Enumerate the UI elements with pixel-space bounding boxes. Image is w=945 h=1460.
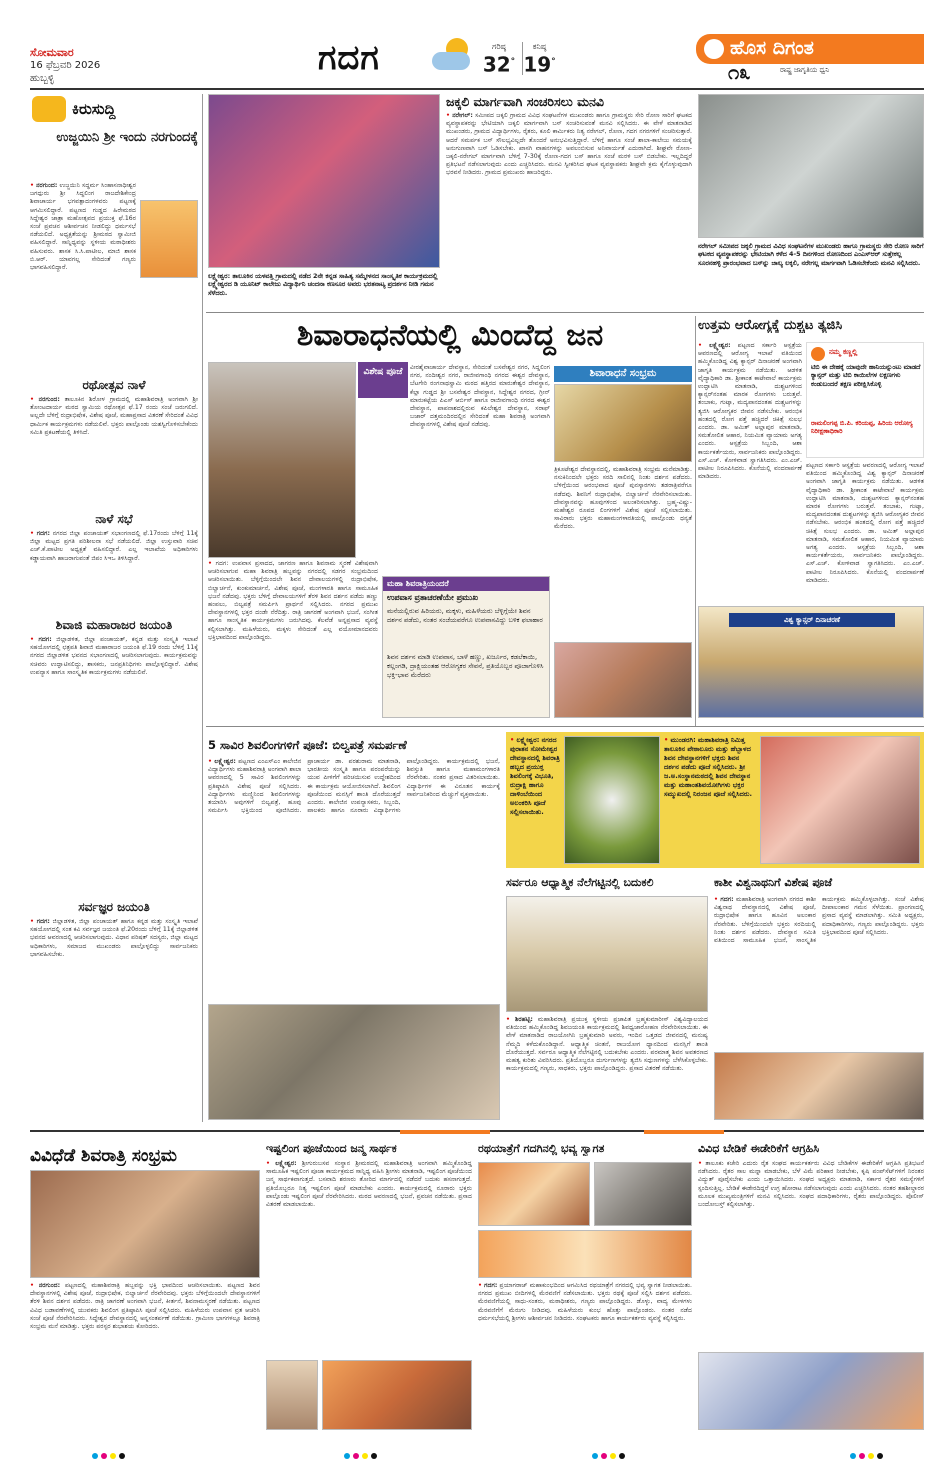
jakkali-body: • ನರೇಗಲ್: ಸಮೀಪದ ಜಕ್ಕಲಿ ಗ್ರಾಮದ ವಿವಿಧ ಸಂಘಟನೆಗಳ ಮುಖಂಡರು ಹಾಗೂ ಗ್ರಾಮಸ್ಥರು ಸೇರಿ ರೋಣ ಸಾರಿಗೆ ಘಟಕದ ವ್ಯವಸ್ಥಾಪಕರನ್ನು ಭೇಟಿಯಾಗಿ ಜಕ್ಕಲಿ ಮಾರ್ಗವಾಗಿ ಬಸ್ ಸಂಚರಿಸುವಂತೆ ಮನವಿ ಸಲ್ಲಿಸಿದರು. ಈ ವೇಳೆ ಮಾತನಾಡಿದ ಮುಖಂಡರು, ಗ್ರಾಮದ ವಿದ್ಯಾರ್ಥಿಗಳು, ರೈತರು, ಕೂಲಿ ಕಾರ್ಮಿಕರು ನಿತ್ಯ ನರೇಗಲ್, ರೋಣ, ಗದಗ ನಗರಗಳಿಗೆ ಸಂಚರಿಸುತ್ತಾರೆ. ಆದರೆ ಸಮರ್ಪಕ ಬಸ್ ಸೌಲಭ್ಯವಿಲ್ಲದೇ ತೊಂದರೆ ಅನುಭವಿಸುತ್ತಿದ್ದಾರೆ. ಬೆಳಿಗ್ಗೆ ಹಾಗೂ ಸಂಜೆ ಶಾಲಾ-ಕಾಲೇಜು ಸಮಯಕ್ಕೆ ಅನುಗುಣವಾಗಿ ಬಸ್ ಓಡಿಸಬೇಕು. ಖಾಸಗಿ ವಾಹನಗಳನ್ನು ಅವಲಂಬಿಸುವ ಅನಿವಾರ್ಯತೆ ಎದುರಾಗಿದೆ. ಶೀಘ್ರವೇ ರೋಣ-ಜಕ್ಕಲಿ-ನರೇಗಲ್ ಮಾರ್ಗವಾಗಿ ಬೆಳಿಗ್ಗೆ 7-30ಕ್ಕೆ ರೋಣ-ಗದಗ ಬಸ್ ಹಾಗೂ ಸಂಜೆ ಮರಳಿ ಬಸ್ ಬಿಡಬೇಕು. ಇಲ್ಲದಿದ್ದರೆ ಪ್ರತಿಭಟನೆ ನಡೆಸಲಾಗುವುದು ಎಂದು ಎಚ್ಚರಿಸಿದರು. ಮನವಿ ಸ್ವೀಕರಿಸಿದ ಘಟಕ ವ್ಯವಸ್ಥಾಪಕರು ಶೀಘ್ರವೇ ಕ್ರಮ ಕೈಗೊಳ್ಳುವುದಾಗಿ ಭರವಸೆ ನೀಡಿದರು. ಗ್ರಾಮದ ಪ್ರಮುಖರು ಹಾಜರಿದ್ದರು. bbox=[446, 112, 692, 177]
bottom-mid2-text: ಪ್ರಯಾಗರಾಜ್ ಮಹಾಕುಂಭದಿಂದ ಆಗಮಿಸಿದ ರಥಯಾತ್ರೆಗೆ ನಗರದಲ್ಲಿ ಭವ್ಯ ಸ್ವಾಗತ ನೀಡಲಾಯಿತು. ನಗರದ ಪ್ರಮುಖ ಬೀದಿಗಳಲ್ಲಿ ಮೆರವಣಿಗೆ ನಡೆಸಲಾಯಿತು. ಭಕ್ತರು ರಥಕ್ಕೆ ಪೂಜೆ ಸಲ್ಲಿಸಿ ದರ್ಶನ ಪಡೆದರು. ಮೆರವಣಿಗೆಯಲ್ಲಿ ಸಾಧು-ಸಂತರು, ಮಠಾಧೀಶರು, ಗಣ್ಯರು ಪಾಲ್ಗೊಂಡಿದ್ದರು. ಡೊಳ್ಳು, ವಾದ್ಯ ಮೇಳಗಳು ಮೆರವಣಿಗೆಗೆ ಮೆರುಗು ನೀಡಿದವು. ಮಹಿಳೆಯರು ಕುಂಭ ಹೊತ್ತು ಪಾಲ್ಗೊಂಡರು. ನಂತರ ನಡೆದ ಧರ್ಮಸಭೆಯಲ್ಲಿ ಶ್ರೀಗಳು ಆಶೀರ್ವಚನ ನೀಡಿದರು. ಸಂಘಟಕರು ಹಾಗೂ ಕಾರ್ಯಕರ್ತರು ವ್ಯವಸ್ಥೆ ಕಲ್ಪಿಸಿದ್ದರು. bbox=[478, 1282, 692, 1322]
spiritual-dateline: ಶಿರಹಟ್ಟಿ: bbox=[514, 1016, 533, 1023]
bottom-right-photo bbox=[698, 1352, 924, 1430]
dance-caption: ಲಕ್ಷ್ಮೇಶ್ವರ: ತಾಲೂಕಿನ ಯಳವತ್ತಿ ಗ್ರಾಮದಲ್ಲಿ ನಡೆದ 2ನೇ ಕನ್ನಡ ಸಾಹಿತ್ಯ ಸಮ್ಮೇಳನದ ಸಾಂಸ್ಕೃತಿಕ ಕಾರ್ಯಕ್ರಮದಲ್ಲಿ ಲಕ್ಷ್ಮೇಶ್ವರದ ಡಿ ಯೂನಿಟ್ ಕಾಲೇಜು ವಿದ್ಯಾರ್ಥಿನಿ ಚಂದನಾ ಕಣಸೂರ ಅವರು ಭರತನಾಟ್ಯ ಪ್ರದರ್ಶನ ನೀಡಿ ಗಮನ ಸೆಳೆದರು. bbox=[208, 272, 438, 297]
fasting-point-2: ಶಿವನ ದರ್ಶನ ಮಾಡಿ ಉಪವಾಸ, ಬಾಳೆ ಹಣ್ಣು, ಖರ್ಜೂರ, ಕಡಲೆಕಾಯಿ, ಕಲ್ಲಂಗಡಿ, ದ್ರಾಕ್ಷಿಯಂತಹ ಆರೋಗ್ಯಕರ ಸೇವನೆ, ಪ್ರತಿಯೊಬ್ಬರ ಪೂಜಾಗೊಳಿಸಿ ಭಕ್ತಿ-ಭಾವ ಮೆರೆದರು bbox=[387, 653, 544, 679]
spiritual-text: ಮಹಾಶಿವರಾತ್ರಿ ಪ್ರಯುಕ್ತ ಸ್ಥಳೀಯ ಪ್ರಜಾಪಿತ ಬ್ರಹ್ಮಕುಮಾರೀಸ್ ವಿಶ್ವವಿದ್ಯಾಲಯದ ವತಿಯಿಂದ ಹಮ್ಮಿಕೊಂಡಿದ್ದ ಶಿವಜಯಂತಿ ಕಾರ್ಯಕ್ರಮದಲ್ಲಿ ಶಿವಧ್ವಜಾರೋಹಣ ನೆರವೇರಿಸಲಾಯಿತು. ಈ ವೇಳೆ ಮಾತನಾಡಿದ ರಾಜಯೋಗಿನಿ ಬ್ರಹ್ಮಕುಮಾರಿ ಅವರು, ಇಂದಿನ ಒತ್ತಡದ ಜೀವನದಲ್ಲಿ ಮನುಷ್ಯ ನೆಮ್ಮದಿ ಕಳೆದುಕೊಂಡಿದ್ದಾನೆ. ಆಧ್ಯಾತ್ಮಿಕ ಚಿಂತನೆ, ರಾಜಯೋಗ ಧ್ಯಾನದಿಂದ ಮನಸ್ಸಿಗೆ ಶಾಂತಿ ದೊರೆಯುತ್ತದೆ. ಸರ್ವರೂ ಆಧ್ಯಾತ್ಮಿಕ ನೆಲೆಗಟ್ಟಿನಲ್ಲಿ ಬದುಕಬೇಕು ಎಂದರು. ಪರಮಾತ್ಮ ಶಿವನ ಅವತರಣದ ಮಹತ್ವ ಕುರಿತು ವಿವರಿಸಿದರು. ಪ್ರತಿಯೊಬ್ಬರೂ ದುರ್ಗುಣಗಳನ್ನು ತ್ಯಜಿಸಿ ಸದ್ಗುಣಗಳನ್ನು ಬೆಳೆಸಿಕೊಳ್ಳಬೇಕು. ಕಾರ್ಯಕ್ರಮದಲ್ಲಿ ಗಣ್ಯರು, ಸಾಧಕರು, ಭಕ್ತರು ಪಾಲ್ಗೊಂಡಿದ್ದರು. ಪ್ರಸಾದ ವಿತರಣೆ ನಡೆಯಿತು. bbox=[506, 1016, 708, 1073]
dateline-4: ಗದಗ: bbox=[38, 636, 52, 643]
festive-tag: ಶಿವಾರಾಧನೆ ಸಂಭ್ರಮ bbox=[554, 366, 692, 382]
health-photo bbox=[698, 606, 924, 718]
bottom-mid1-body: • ಲಕ್ಷ್ಮೇಶ್ವರ: ಶ್ರೀಗುರುಬಸವ ಸಂಸ್ಥಾನ ಶ್ರೀಮಠದಲ್ಲಿ ಮಹಾಶಿವರಾತ್ರಿ ಅಂಗವಾಗಿ ಹಮ್ಮಿಕೊಂಡಿದ್ದ ಸಾಮೂಹಿಕ ಇಷ್ಟಲಿಂಗ ಪೂಜಾ ಕಾರ್ಯಕ್ರಮದ ಸಾನ್ನಿಧ್ಯ ವಹಿಸಿ ಶ್ರೀಗಳು ಮಾತನಾಡಿ, ಇಷ್ಟಲಿಂಗ ಪೂಜೆಯಿಂದ ಜನ್ಮ ಸಾರ್ಥಕವಾಗುತ್ತದೆ. ಬಸವಾದಿ ಶರಣರು ತೋರಿದ ಮಾರ್ಗದಲ್ಲಿ ನಡೆದರೆ ಬದುಕು ಹಸನಾಗುತ್ತದೆ. ಪ್ರತಿಯೊಬ್ಬರೂ ನಿತ್ಯ ಇಷ್ಟಲಿಂಗ ಪೂಜೆ ಮಾಡಬೇಕು ಎಂದರು. ಕಾರ್ಯಕ್ರಮದಲ್ಲಿ ನೂರಾರು ಭಕ್ತರು ಪಾಲ್ಗೊಂಡು ಇಷ್ಟಲಿಂಗ ಪೂಜೆ ನೆರವೇರಿಸಿದರು. ಮಠದ ಆವರಣದಲ್ಲಿ ಭಜನೆ, ಪ್ರವಚನ ನಡೆಯಿತು. ಪ್ರಸಾದ ವಿತರಣೆ ಮಾಡಲಾಯಿತು. bbox=[266, 1160, 472, 1209]
kirusuddi-text-3: ನಗರದ ಜಿಲ್ಲಾ ಪಂಚಾಯತ್ ಸಭಾಂಗಣದಲ್ಲಿ ಫೆ.17ರಂದು ಬೆಳಿಗ್ಗೆ 11ಕ್ಕೆ ಜಿಲ್ಲಾ ಮಟ್ಟದ ಪ್ರಗತಿ ಪರಿಶೀಲನಾ ಸಭೆ ನಡೆಯಲಿದೆ. ಜಿಲ್ಲಾ ಉಸ್ತುವಾರಿ ಸಚಿವ ಎಚ್.ಕೆ.ಪಾಟೀಲ ಅಧ್ಯಕ್ಷತೆ ವಹಿಸಲಿದ್ದಾರೆ. ಎಲ್ಲ ಇಲಾಖೆಯ ಅಧಿಕಾರಿಗಳು ಕಡ್ಡಾಯವಾಗಿ ಹಾಜರಾಗುವಂತೆ ಜಿಪಂ ಸಿಇಒ ತಿಳಿಸಿದ್ದಾರೆ. bbox=[30, 530, 198, 562]
temple-right-caption: • ಮುಂಡರಗಿ: ಮಹಾಶಿವರಾತ್ರಿ ನಿಮಿತ್ತ ತಾಲೂಕಿನ ಪೇಠಾಲೂರು ಮತ್ತು ಹೆಬ್ಬಾಳದ ಶಿವನ ದೇವಸ್ಥಾನಗಳಿಗೆ ಭಕ್ತರು ಶಿವನ ದರ್ಶನ ಪಡೆದು ಪೂಜೆ ಸಲ್ಲಿಸಿದರು. ಶ್ರೀ ಜ.ಅ.ಸಂಸ್ಥಾನಮಠದಲ್ಲಿ ಶಿವನ ದೇವಸ್ಥಾನ ಮತ್ತು ಮಹಾಂತಶಿವಯೋಗಿಗಳು ಭಕ್ತರ ಸಮ್ಮುಖದಲ್ಲಿ ನಿರಂಜನ ಪೂಜೆ ಸಲ್ಲಿಸಿದರು. bbox=[664, 736, 753, 798]
students-photo bbox=[208, 1004, 500, 1120]
jakkali-dateline: ನರೇಗಲ್: bbox=[452, 112, 473, 119]
top-row-divider bbox=[206, 312, 924, 313]
bottom-mid2-photo-a bbox=[478, 1162, 590, 1226]
spiritual-photo bbox=[506, 896, 708, 1012]
kirusuddi-headline-3: ನಾಳೆ ಸಭೆ bbox=[95, 512, 133, 526]
date-block bbox=[30, 46, 180, 84]
health-dateline: ಲಕ್ಷ್ಮೇಶ್ವರ: bbox=[709, 342, 731, 349]
bottom-left-photo bbox=[30, 1170, 260, 1278]
accent-bar-2 bbox=[644, 1130, 724, 1134]
kirusuddi-body-4: • ಗದಗ: ಜಿಲ್ಲಾಡಳಿತ, ಜಿಲ್ಲಾ ಪಂಚಾಯತ್, ಕನ್ನಡ ಮತ್ತು ಸಂಸ್ಕೃತಿ ಇಲಾಖೆ ಸಹಯೋಗದಲ್ಲಿ ಛತ್ರಪತಿ ಶಿವಾಜಿ ಮಹಾರಾಜರ ಜಯಂತಿ ಫೆ.19 ರಂದು ಬೆಳಿಗ್ಗೆ 11ಕ್ಕೆ ನಗರದ ಜಿಲ್ಲಾಡಳಿತ ಭವನದ ಸಭಾಂಗಣದಲ್ಲಿ ಆಚರಿಸಲಾಗುವುದು. ಕಾರ್ಯಕ್ರಮವನ್ನು ಸಚಿವರು ಉದ್ಘಾಟಿಸಲಿದ್ದು, ಶಾಸಕರು, ಜನಪ್ರತಿನಿಧಿಗಳು ಪಾಲ್ಗೊಳ್ಳಲಿದ್ದಾರೆ. ವಿಶೇಷ ಉಪನ್ಯಾಸ ಹಾಗೂ ಸಾಂಸ್ಕೃತಿಕ ಕಾರ್ಯಕ್ರಮಗಳು ನಡೆಯಲಿವೆ. bbox=[30, 636, 198, 676]
bottom-mid2-photo-c bbox=[478, 1230, 692, 1278]
jakkali-caption: ನರೇಗಲ್ ಸಮೀಪದ ಜಕ್ಕಲಿ ಗ್ರಾಮದ ವಿವಿಧ ಸಂಘಟನೆಗಳ ಮುಖಂಡರು ಹಾಗೂ ಗ್ರಾಮಸ್ಥರು ಸೇರಿ ರೋಣ ಸಾರಿಗೆ ಘಟಕದ ವ್ಯವಸ್ಥಾಪಕರನ್ನು ಭೇಟಿಯಾಗಿ ಕಳೆದ 4-5 ದಿನಗಳಿಂದ ರೋಣದಿಂದ ಎಂಎಸ್ಆರ್ ಸುತ್ತೇಕಲ್ಲ ಸೂರನಹಳ್ಳಿ ಪ್ರಾರಂಭವಾದ ಬಸ್‌ನ್ನು ಜಾಲ್ಯ ಲಕ್ಕಲಿ, ನರೇಗಲ್ಲ ಮಾರ್ಗವಾಗಿ ಓಡಿಸಬೇಕೆಂದು ಮನವಿ ಸಲ್ಲಿಸಿದರು. bbox=[698, 242, 924, 267]
temp-min-label: ಕನಿಷ್ಠ bbox=[532, 42, 547, 51]
registration-dots-right bbox=[850, 1444, 910, 1452]
hand-icon bbox=[32, 96, 66, 122]
date-label: 16 ಫೆಬ್ರವರಿ 2026 bbox=[30, 60, 101, 71]
right-column-rule bbox=[695, 316, 696, 726]
bottom-left-headline: ವಿವಿಧೆಡೆ ಶಿವರಾತ್ರಿ ಸಂಭ್ರಮ bbox=[30, 1146, 177, 1166]
paper-tagline: ರಾಷ್ಟ್ರ ಜಾಗೃತಿಯ ಧ್ವನಿ bbox=[780, 66, 830, 74]
kashi-text: ಮಹಾಶಿವರಾತ್ರಿ ಅಂಗವಾಗಿ ನಗರದ ಕಾಶೀ ವಿಶ್ವನಾಥ ದೇವಸ್ಥಾನದಲ್ಲಿ ವಿಶೇಷ ಪೂಜೆ, ರುದ್ರಾಭಿಷೇಕ ಹಾಗೂ ಹೂವಿನ ಅಲಂಕಾರ ನೆರವೇರಿತು. ಬೆಳಿಗ್ಗೆಯಿಂದಲೇ ಭಕ್ತರು ಸರದಿಯಲ್ಲಿ ನಿಂತು ದರ್ಶನ ಪಡೆದರು. ದೇವಸ್ಥಾನ ಸಮಿತಿ ವತಿಯಿಂದ ಸಾಮೂಹಿಕ ಭಜನೆ, ಸಾಂಸ್ಕೃತಿಕ ಕಾರ್ಯಕ್ರಮ ಹಮ್ಮಿಕೊಳ್ಳಲಾಗಿತ್ತು. ಸಂಜೆ ವಿಶೇಷ ದೀಪಾಲಂಕಾರ ಗಮನ ಸೆಳೆಯಿತು. ಪ್ರಾಂಗಣದಲ್ಲಿ ಪ್ರಸಾದ ವ್ಯವಸ್ಥೆ ಮಾಡಲಾಗಿತ್ತು. ಸಮಿತಿ ಅಧ್ಯಕ್ಷರು, ಪದಾಧಿಕಾರಿಗಳು, ಗಣ್ಯರು ಪಾಲ್ಗೊಂಡಿದ್ದರು. ಭಕ್ತರು ಭಕ್ತಿಭಾವದಿಂದ ಪೂಜೆ ಸಲ್ಲಿಸಿದರು. bbox=[714, 896, 924, 945]
bottom-mid2-photo-b bbox=[594, 1162, 692, 1226]
temple-left-dateline: ಲಕ್ಷ್ಮೇಶ್ವರ: bbox=[516, 736, 540, 744]
bottom-mid1-headline: ಇಷ್ಟಲಿಂಗ ಪೂಜೆಯಿಂದ ಜನ್ಮ ಸಾರ್ಥಕ bbox=[266, 1142, 397, 1155]
temp-max-value: 32 bbox=[482, 52, 511, 77]
shivalinga-text: ಪಟ್ಟಣದ ಎಂಎಸ್‌ಎಂ ಕಾಲೇಜಿನ ವಿದ್ಯಾರ್ಥಿಗಳು ಮಹಾಶಿವರಾತ್ರಿ ಅಂಗವಾಗಿ ಶಾಲಾ ಆವರಣದಲ್ಲಿ 5 ಸಾವಿರ ಶಿವಲಿಂಗಗಳನ್ನು ಪ್ರತಿಷ್ಠಾಪಿಸಿ ವಿಶೇಷ ಪೂಜೆ ಸಲ್ಲಿಸಿದರು. ವಿದ್ಯಾರ್ಥಿಗಳು ಮಣ್ಣಿನಿಂದ ಶಿವಲಿಂಗಗಳನ್ನು ತಯಾರಿಸಿ ಅವುಗಳಿಗೆ ಬಿಲ್ವಪತ್ರೆ, ಹೂವು ಸಮರ್ಪಿಸಿ ಭಕ್ತಿಯಿಂದ ಪೂಜಿಸಿದರು. ಪ್ರಾಚಾರ್ಯ ಡಾ. ಪರಶುರಾಮ ಮಾತನಾಡಿ, ಭಾರತೀಯ ಸಂಸ್ಕೃತಿ ಹಾಗೂ ಪರಂಪರೆಯನ್ನು ಯುವ ಪೀಳಿಗೆಗೆ ಪರಿಚಯಿಸುವ ಉದ್ದೇಶದಿಂದ ಈ ಕಾರ್ಯಕ್ರಮ ಆಯೋಜಿಸಲಾಗಿದೆ. ಶಿವಲಿಂಗ ಪೂಜೆಯಿಂದ ಮನಸ್ಸಿಗೆ ಶಾಂತಿ ದೊರೆಯುತ್ತದೆ ಎಂದರು. ಕಾಲೇಜಿನ ಉಪನ್ಯಾಸಕರು, ಸಿಬ್ಬಂದಿ, ಪಾಲಕರು ಹಾಗೂ ನೂರಾರು ವಿದ್ಯಾರ್ಥಿಗಳು ಪಾಲ್ಗೊಂಡಿದ್ದರು. ಕಾರ್ಯಕ್ರಮದಲ್ಲಿ ಭಜನೆ, ಶಿವಸ್ತುತಿ ಹಾಗೂ ಮಹಾಮಂಗಳಾರತಿ ನೆರವೇರಿತು. ನಂತರ ಪ್ರಸಾದ ವಿತರಿಸಲಾಯಿತು. ವಿದ್ಯಾರ್ಥಿಗಳ ಈ ವಿನೂತನ ಕಾರ್ಯಕ್ಕೆ ಸಾರ್ವಜನಿಕರಿಂದ ಮೆಚ್ಚುಗೆ ವ್ಯಕ್ತವಾಯಿತು. bbox=[208, 758, 500, 815]
fasting-point-1: ಮನೆಯಲ್ಲಿರುವ ಹಿರಿಯರು, ಮಕ್ಕಳು, ಮಹಿಳೆಯರು ಬೆಳ್ಳಿಗ್ಗೆಯೇ ಶಿವನ ದರ್ಶನ ಪಡೆದು, ನಂತರ ಸಂಜೆಯವರೆಗೂ ಉಪವಾಸವಿದ್ದು ಬಳಿಕ ಫಲಾಹಾರ bbox=[387, 607, 543, 624]
page-number: ೧೩ bbox=[728, 60, 751, 84]
jakkali-photo bbox=[698, 94, 924, 238]
bottom-mid2-dateline: ಗದಗ: bbox=[484, 1282, 498, 1289]
registration-dots-mid bbox=[344, 1444, 404, 1452]
masthead-divider bbox=[30, 88, 924, 90]
kirusuddi-text-1: ಉಜ್ಜಯಿನಿ ಸದ್ಧರ್ಮ ಸಿಂಹಾಸನಾಧೀಶ್ವರ ಜಗದ್ಗುರು ಶ್ರೀ ಸಿದ್ಧಲಿಂಗ ರಾಜದೇಶಿಕೇಂದ್ರ ಶಿವಾಚಾರ್ಯ ಭಗವತ್ಪಾದಂಗಳವರು ಪಟ್ಟಣಕ್ಕೆ ಆಗಮಿಸಲಿದ್ದಾರೆ. ಪಟ್ಟಣದ ಗುಡ್ಡದ ಹಿರೇಮಠದ ಸಿದ್ದೇಶ್ವರ ಜಾತ್ರಾ ಮಹೋತ್ಸವದ ಪ್ರಯುಕ್ತ ಫೆ.16ರ ಸಂಜೆ ಪ್ರವಚನ ಆಶೀರ್ವಚನ ನೀಡಲಿದ್ದು ಧರ್ಮಸಭೆ ನಡೆಯಲಿದೆ. ಅಧ್ಯಕ್ಷತೆಯನ್ನು ಶ್ರೀಮಠದ ಸ್ವಾಮೀಜಿ ವಹಿಸಲಿದ್ದಾರೆ. ಸಾನ್ನಿಧ್ಯವನ್ನು ಸ್ಥಳೀಯ ಮಠಾಧೀಶರು ವಹಿಸುವರು. ಶಾಸಕ ಸಿ.ಸಿ.ಪಾಟೀಲ, ಮಾಜಿ ಶಾಸಕ ಬಿ.ಆರ್. ಯಾವಗಲ್ಲ ಸೇರಿದಂತೆ ಗಣ್ಯರು ಭಾಗವಹಿಸಲಿದ್ದಾರೆ. bbox=[30, 182, 136, 272]
shivalinga-headline: 5 ಸಾವಿರ ಶಿವಲಿಂಗಗಳಿಗೆ ಪೂಜೆ: ಬಿಲ್ವಪತ್ರೆ ಸಮರ್ಪಣೆ bbox=[208, 738, 407, 752]
health-box bbox=[806, 342, 924, 458]
kirusuddi-column bbox=[30, 94, 198, 1120]
accent-bar-1 bbox=[400, 1130, 490, 1134]
kashi-headline: ಕಾಶೀ ವಿಶ್ವನಾಥನಿಗೆ ವಿಶೇಷ ಪೂಜೆ bbox=[714, 876, 833, 889]
kashi-dateline: ಗದಗ: bbox=[720, 896, 734, 903]
health-box-title: ನಮ್ಮ ಕಣ್ಣಲ್ಲಿ bbox=[829, 348, 858, 356]
left-column-rule bbox=[202, 94, 203, 1122]
shivalinga-dateline: ಲಕ್ಷ್ಮೇಶ್ವರ: bbox=[214, 758, 236, 765]
kirusuddi-text-5: ಜಿಲ್ಲಾಡಳಿತ, ಜಿಲ್ಲಾ ಪಂಚಾಯತ್ ಹಾಗೂ ಕನ್ನಡ ಮತ್ತು ಸಂಸ್ಕೃತಿ ಇಲಾಖೆ ಸಹಯೋಗದಲ್ಲಿ ಸಂತ ಕವಿ ಸರ್ವಜ್ಞರ ಜಯಂತಿ ಫೆ.20ರಂದು ಬೆಳಿಗ್ಗೆ 11ಕ್ಕೆ ಜಿಲ್ಲಾಡಳಿತ ಭವನದ ಆವರಣದಲ್ಲಿ ಆಚರಿಸಲಾಗುವುದು. ವಿಧಾನ ಪರಿಷತ್ ಸದಸ್ಯರು, ಜಿಲ್ಲಾ ಮಟ್ಟದ ಅಧಿಕಾರಿಗಳು, ಸಮಾಜದ ಮುಖಂಡರು ಪಾಲ್ಗೊಳ್ಳಲಿದ್ದು ಸಾರ್ವಜನಿಕರು ಭಾಗವಹಿಸಬೇಕು. bbox=[30, 918, 198, 958]
health-box-quote: ರಾಮಲಿಂಗಪ್ಪ ಬಿ.ಪಿ. ಕರಿಯಪ್ಪ, ಹಿರಿಯ ಆರೋಗ್ಯ ನಿರೀಕ್ಷಣಾಧಿಕಾರಿ bbox=[811, 419, 913, 436]
kirusuddi-headline-5: ಸರ್ವಜ್ಞರ ಜಯಂತಿ bbox=[78, 900, 150, 914]
kashi-photo bbox=[714, 1052, 924, 1120]
temp-min-value: 19 bbox=[523, 52, 552, 77]
shivaradhane-intro: ವೀರಶೈವಾಚಾರ್ಯ ದೇವಸ್ಥಾನ, ಸೇರಿದಂತೆ ಬಸವೇಶ್ವರ ನಗರ, ಸಿದ್ದಲಿಂಗ ನಗರ, ನಂದೀಶ್ವರ ನಗರ, ರಾಜೀವಗಾಂಧಿ ನಗರದ ಈಶ್ವರ ದೇವಸ್ಥಾನ, ಬೆಟಗೇರಿ ರಂಗನಾಥಸ್ವಾಮಿ ಮಠದ ಹತ್ತಿರದ ಮಾರುತೇಶ್ವರ ದೇವಸ್ಥಾನ, ಕೆಲ್ಲಾ ಗುಡ್ಡದ ಶ್ರೀ ಬಸವೇಶ್ವರ ದೇವಸ್ಥಾನ, ಸಿದ್ದೇಶ್ವರ ನಗರದ, ಗ್ರೀನ್ ಮಾರುಕಟ್ಟೆಯ ಪಿಎಸ್ ಆರ್ಬಿಸ್ ಹಾಗೂ ರಾಜೀವಗಾಂಧಿ ನಗರದ ಈಶ್ವರ ದೇವಸ್ಥಾನ, ಪಾಪನಾಶದಲ್ಲಿರುವ ಕಪಿಲೇಶ್ವರ ದೇವಸ್ಥಾನ, ಸರಾಫ್ ಬಜಾರ್ ದತ್ತಮಂದಿರದಲ್ಲಿನ ಸೇರಿದಂತೆ ಮಹಾ ಶಿವರಾತ್ರಿ ಅಂಗವಾಗಿ ದೇವಸ್ಥಾನಗಳಲ್ಲಿ ವಿಶೇಷ ಪೂಜೆ ನಡೆದವು. bbox=[410, 364, 550, 429]
kirusuddi-text-4: ಜಿಲ್ಲಾಡಳಿತ, ಜಿಲ್ಲಾ ಪಂಚಾಯತ್, ಕನ್ನಡ ಮತ್ತು ಸಂಸ್ಕೃತಿ ಇಲಾಖೆ ಸಹಯೋಗದಲ್ಲಿ ಛತ್ರಪತಿ ಶಿವಾಜಿ ಮಹಾರಾಜರ ಜಯಂತಿ ಫೆ.19 ರಂದು ಬೆಳಿಗ್ಗೆ 11ಕ್ಕೆ ನಗರದ ಜಿಲ್ಲಾಡಳಿತ ಭವನದ ಸಭಾಂಗಣದಲ್ಲಿ ಆಚರಿಸಲಾಗುವುದು. ಕಾರ್ಯಕ್ರಮವನ್ನು ಸಚಿವರು ಉದ್ಘಾಟಿಸಲಿದ್ದು, ಶಾಸಕರು, ಜನಪ್ರತಿನಿಧಿಗಳು ಪಾಲ್ಗೊಳ್ಳಲಿದ್ದಾರೆ. ವಿಶೇಷ ಉಪನ್ಯಾಸ ಹಾಗೂ ಸಾಂಸ್ಕೃತಿಕ ಕಾರ್ಯಕ್ರಮಗಳು ನಡೆಯಲಿವೆ. bbox=[30, 636, 198, 676]
shivalinga-body: • ಲಕ್ಷ್ಮೇಶ್ವರ: ಪಟ್ಟಣದ ಎಂಎಸ್‌ಎಂ ಕಾಲೇಜಿನ ವಿದ್ಯಾರ್ಥಿಗಳು ಮಹಾಶಿವರಾತ್ರಿ ಅಂಗವಾಗಿ ಶಾಲಾ ಆವರಣದಲ್ಲಿ 5 ಸಾವಿರ ಶಿವಲಿಂಗಗಳನ್ನು ಪ್ರತಿಷ್ಠಾಪಿಸಿ ವಿಶೇಷ ಪೂಜೆ ಸಲ್ಲಿಸಿದರು. ವಿದ್ಯಾರ್ಥಿಗಳು ಮಣ್ಣಿನಿಂದ ಶಿವಲಿಂಗಗಳನ್ನು ತಯಾರಿಸಿ ಅವುಗಳಿಗೆ ಬಿಲ್ವಪತ್ರೆ, ಹೂವು ಸಮರ್ಪಿಸಿ ಭಕ್ತಿಯಿಂದ ಪೂಜಿಸಿದರು. ಪ್ರಾಚಾರ್ಯ ಡಾ. ಪರಶುರಾಮ ಮಾತನಾಡಿ, ಭಾರತೀಯ ಸಂಸ್ಕೃತಿ ಹಾಗೂ ಪರಂಪರೆಯನ್ನು ಯುವ ಪೀಳಿಗೆಗೆ ಪರಿಚಯಿಸುವ ಉದ್ದೇಶದಿಂದ ಈ ಕಾರ್ಯಕ್ರಮ ಆಯೋಜಿಸಲಾಗಿದೆ. ಶಿವಲಿಂಗ ಪೂಜೆಯಿಂದ ಮನಸ್ಸಿಗೆ ಶಾಂತಿ ದೊರೆಯುತ್ತದೆ ಎಂದರು. ಕಾಲೇಜಿನ ಉಪನ್ಯಾಸಕರು, ಸಿಬ್ಬಂದಿ, ಪಾಲಕರು ಹಾಗೂ ನೂರಾರು ವಿದ್ಯಾರ್ಥಿಗಳು ಪಾಲ್ಗೊಂಡಿದ್ದರು. ಕಾರ್ಯಕ್ರಮದಲ್ಲಿ ಭಜನೆ, ಶಿವಸ್ತುತಿ ಹಾಗೂ ಮಹಾಮಂಗಳಾರತಿ ನೆರವೇರಿತು. ನಂತರ ಪ್ರಸಾದ ವಿತರಿಸಲಾಯಿತು. ವಿದ್ಯಾರ್ಥಿಗಳ ಈ ವಿನೂತನ ಕಾರ್ಯಕ್ಕೆ ಸಾರ್ವಜನಿಕರಿಂದ ಮೆಚ್ಚುಗೆ ವ್ಯಕ್ತವಾಯಿತು. bbox=[208, 758, 500, 815]
bottom-mid1-text: ಶ್ರೀಗುರುಬಸವ ಸಂಸ್ಥಾನ ಶ್ರೀಮಠದಲ್ಲಿ ಮಹಾಶಿವರಾತ್ರಿ ಅಂಗವಾಗಿ ಹಮ್ಮಿಕೊಂಡಿದ್ದ ಸಾಮೂಹಿಕ ಇಷ್ಟಲಿಂಗ ಪೂಜಾ ಕಾರ್ಯಕ್ರಮದ ಸಾನ್ನಿಧ್ಯ ವಹಿಸಿ ಶ್ರೀಗಳು ಮಾತನಾಡಿ, ಇಷ್ಟಲಿಂಗ ಪೂಜೆಯಿಂದ ಜನ್ಮ ಸಾರ್ಥಕವಾಗುತ್ತದೆ. ಬಸವಾದಿ ಶರಣರು ತೋರಿದ ಮಾರ್ಗದಲ್ಲಿ ನಡೆದರೆ ಬದುಕು ಹಸನಾಗುತ್ತದೆ. ಪ್ರತಿಯೊಬ್ಬರೂ ನಿತ್ಯ ಇಷ್ಟಲಿಂಗ ಪೂಜೆ ಮಾಡಬೇಕು ಎಂದರು. ಕಾರ್ಯಕ್ರಮದಲ್ಲಿ ನೂರಾರು ಭಕ್ತರು ಪಾಲ್ಗೊಂಡು ಇಷ್ಟಲಿಂಗ ಪೂಜೆ ನೆರವೇರಿಸಿದರು. ಮಠದ ಆವರಣದಲ್ಲಿ ಭಜನೆ, ಪ್ರವಚನ ನಡೆಯಿತು. ಪ್ರಸಾದ ವಿತರಣೆ ಮಾಡಲಾಯಿತು. bbox=[266, 1160, 472, 1209]
bottom-mid1-photo-a bbox=[266, 1360, 318, 1430]
dateline-5: ಗದಗ: bbox=[36, 918, 50, 925]
weather-icon bbox=[428, 36, 478, 76]
city-label: ಹುಬ್ಬಳ್ಳಿ bbox=[30, 73, 55, 84]
kirusuddi-body-3: • ಗದಗ: ನಗರದ ಜಿಲ್ಲಾ ಪಂಚಾಯತ್ ಸಭಾಂಗಣದಲ್ಲಿ ಫೆ.17ರಂದು ಬೆಳಿಗ್ಗೆ 11ಕ್ಕೆ ಜಿಲ್ಲಾ ಮಟ್ಟದ ಪ್ರಗತಿ ಪರಿಶೀಲನಾ ಸಭೆ ನಡೆಯಲಿದೆ. ಜಿಲ್ಲಾ ಉಸ್ತುವಾರಿ ಸಚಿವ ಎಚ್.ಕೆ.ಪಾಟೀಲ ಅಧ್ಯಕ್ಷತೆ ವಹಿಸಲಿದ್ದಾರೆ. ಎಲ್ಲ ಇಲಾಖೆಯ ಅಧಿಕಾರಿಗಳು ಕಡ್ಡಾಯವಾಗಿ ಹಾಜರಾಗುವಂತೆ ಜಿಪಂ ಸಿಇಒ ತಿಳಿಸಿದ್ದಾರೆ. bbox=[30, 530, 198, 562]
degree-sign: ° bbox=[510, 57, 516, 67]
dance-photo bbox=[208, 94, 440, 268]
registration-dots-left bbox=[92, 1444, 152, 1452]
temple-right-dateline: ಮುಂಡರಗಿ: bbox=[670, 736, 696, 744]
dateline-3: ಗದಗ: bbox=[36, 530, 50, 537]
jakkali-headline: ಜಕ್ಕಲಿ ಮಾರ್ಗವಾಗಿ ಸಂಚರಿಸಲು ಮನವಿ bbox=[446, 94, 604, 109]
kashi-body: • ಗದಗ: ಮಹಾಶಿವರಾತ್ರಿ ಅಂಗವಾಗಿ ನಗರದ ಕಾಶೀ ವಿಶ್ವನಾಥ ದೇವಸ್ಥಾನದಲ್ಲಿ ವಿಶೇಷ ಪೂಜೆ, ರುದ್ರಾಭಿಷೇಕ ಹಾಗೂ ಹೂವಿನ ಅಲಂಕಾರ ನೆರವೇರಿತು. ಬೆಳಿಗ್ಗೆಯಿಂದಲೇ ಭಕ್ತರು ಸರದಿಯಲ್ಲಿ ನಿಂತು ದರ್ಶನ ಪಡೆದರು. ದೇವಸ್ಥಾನ ಸಮಿತಿ ವತಿಯಿಂದ ಸಾಮೂಹಿಕ ಭಜನೆ, ಸಾಂಸ್ಕೃತಿಕ ಕಾರ್ಯಕ್ರಮ ಹಮ್ಮಿಕೊಳ್ಳಲಾಗಿತ್ತು. ಸಂಜೆ ವಿಶೇಷ ದೀಪಾಲಂಕಾರ ಗಮನ ಸೆಳೆಯಿತು. ಪ್ರಾಂಗಣದಲ್ಲಿ ಪ್ರಸಾದ ವ್ಯವಸ್ಥೆ ಮಾಡಲಾಗಿತ್ತು. ಸಮಿತಿ ಅಧ್ಯಕ್ಷರು, ಪದಾಧಿಕಾರಿಗಳು, ಗಣ್ಯರು ಪಾಲ್ಗೊಂಡಿದ್ದರು. ಭಕ್ತರು ಭಕ್ತಿಭಾವದಿಂದ ಪೂಜೆ ಸಲ್ಲಿಸಿದರು. bbox=[714, 896, 924, 945]
kirusuddi-body-2: • ನರಗುಂದ: ತಾಲೂಕಿನ ಶಿರೋಳ ಗ್ರಾಮದಲ್ಲಿ ಮಹಾಶಿವರಾತ್ರಿ ಅಂಗವಾಗಿ ಶ್ರೀ ತೋಂಟದಾರ್ಯ ಮಠದ ಸ್ವಾಮಿಯ ರಥೋತ್ಸವ ಫೆ.17 ರಂದು ಸಂಜೆ ಜರುಗಲಿದೆ. ಅಲ್ಲದೇ ಬೆಳಿಗ್ಗೆ ರುದ್ರಾಭಿಷೇಕ, ವಿಶೇಷ ಪೂಜೆ, ಮಹಾಪ್ರಸಾದ ವಿತರಣೆ ಸೇರಿದಂತೆ ವಿವಿಧ ಧಾರ್ಮಿಕ ಕಾರ್ಯಕ್ರಮಗಳು ನಡೆಯಲಿವೆ. ಭಕ್ತರು ಪಾಲ್ಗೊಂಡು ಯಶಸ್ವಿಗೊಳಿಸಬೇಕೆಂದು ಸಮಿತಿ ಪ್ರಕಟಣೆಯಲ್ಲಿ ತಿಳಿಸಿದೆ. bbox=[30, 396, 198, 436]
bottom-mid2-headline: ರಥಯಾತ್ರೆಗೆ ಗದಗಿನಲ್ಲಿ ಭವ್ಯ ಸ್ವಾಗತ bbox=[478, 1142, 605, 1155]
kirusuddi-header bbox=[30, 94, 198, 124]
fasting-box bbox=[382, 576, 550, 718]
special-tag bbox=[358, 362, 408, 398]
shivaradhane-text: ಗದಗ: ಉಪವಾಸ ಪ್ರಸಾದದ, ಜಾಗರಣ ಹಾಗೂ ಶಿವನಾಮ ಸ್ಮರಣೆ ವಿಶೇಷವಾಗಿ ಆಚರಿಸಲಾಗುವ ಮಹಾ ಶಿವರಾತ್ರಿ ಹಬ್ಬವನ್ನು ನಗರದಲ್ಲಿ ಸಡಗರ ಸಂಭ್ರಮದಿಂದ ಆಚರಿಸಲಾಯಿತು. ಬೆಳ್ಳಿಗ್ಗೆಯಿಂದಲೇ ಶಿವನ ದೇವಾಲಯಗಳಲ್ಲಿ ರುದ್ರಾಭಿಷೇಕ, ಬಿಲ್ವಾರ್ಚನೆ, ಕುಂಕುಮಾರ್ಚನೆ, ವಿಶೇಷ ಪೂಜೆ, ಮಂಗಳಾರತಿ ಹಾಗೂ ಸಾಮೂಹಿಕ ಭಜನೆ ನಡೆದವು. ಭಕ್ತರು ಬೆಳಿಗ್ಗೆ ದೇವಾಲಯಗಳಿಗೆ ತೆರಳಿ ಶಿವನ ದರ್ಶನ ಪಡೆದು ಹಣ್ಣು ಹಂಪಲು, ಬಿಲ್ವಪತ್ರೆ ಸಮರ್ಪಿಸಿ ಪ್ರಾರ್ಥನೆ ಸಲ್ಲಿಸಿದರು. ನಗರದ ಪ್ರಮುಖ ದೇವಸ್ಥಾನಗಳಲ್ಲಿ ಭಕ್ತರ ದಂಡೇ ನೆರೆದಿತ್ತು. ರಾತ್ರಿ ಜಾಗರಣೆ ಅಂಗವಾಗಿ ಭಜನೆ, ಸಂಗೀತ ಹಾಗೂ ಸಾಂಸ್ಕೃತಿಕ ಕಾರ್ಯಕ್ರಮಗಳು ಜರುಗಿದವು. ಕೆಲವೆಡೆ ಅನ್ನಪ್ರಸಾದ ವ್ಯವಸ್ಥೆ ಕಲ್ಪಿಸಲಾಗಿತ್ತು. ಮಹಿಳೆಯರು, ಮಕ್ಕಳು ಸೇರಿದಂತೆ ಎಲ್ಲ ವಯೋಮಾನದವರು ಭಕ್ತಿಭಾವದಿಂದ ಪಾಲ್ಗೊಂಡಿದ್ದರು. bbox=[208, 560, 378, 641]
day-label: ಸೋಮವಾರ bbox=[30, 46, 74, 59]
temple-left-photo bbox=[564, 736, 660, 864]
jakkali-text: ಸಮೀಪದ ಜಕ್ಕಲಿ ಗ್ರಾಮದ ವಿವಿಧ ಸಂಘಟನೆಗಳ ಮುಖಂಡರು ಹಾಗೂ ಗ್ರಾಮಸ್ಥರು ಸೇರಿ ರೋಣ ಸಾರಿಗೆ ಘಟಕದ ವ್ಯವಸ್ಥಾಪಕರನ್ನು ಭೇಟಿಯಾಗಿ ಜಕ್ಕಲಿ ಮಾರ್ಗವಾಗಿ ಬಸ್ ಸಂಚರಿಸುವಂತೆ ಮನವಿ ಸಲ್ಲಿಸಿದರು. ಈ ವೇಳೆ ಮಾತನಾಡಿದ ಮುಖಂಡರು, ಗ್ರಾಮದ ವಿದ್ಯಾರ್ಥಿಗಳು, ರೈತರು, ಕೂಲಿ ಕಾರ್ಮಿಕರು ನಿತ್ಯ ನರೇಗಲ್, ರೋಣ, ಗದಗ ನಗರಗಳಿಗೆ ಸಂಚರಿಸುತ್ತಾರೆ. ಆದರೆ ಸಮರ್ಪಕ ಬಸ್ ಸೌಲಭ್ಯವಿಲ್ಲದೇ ತೊಂದರೆ ಅನುಭವಿಸುತ್ತಿದ್ದಾರೆ. ಬೆಳಿಗ್ಗೆ ಹಾಗೂ ಸಂಜೆ ಶಾಲಾ-ಕಾಲೇಜು ಸಮಯಕ್ಕೆ ಅನುಗುಣವಾಗಿ ಬಸ್ ಓಡಿಸಬೇಕು. ಖಾಸಗಿ ವಾಹನಗಳನ್ನು ಅವಲಂಬಿಸುವ ಅನಿವಾರ್ಯತೆ ಎದುರಾಗಿದೆ. ಶೀಘ್ರವೇ ರೋಣ-ಜಕ್ಕಲಿ-ನರೇಗಲ್ ಮಾರ್ಗವಾಗಿ ಬೆಳಿಗ್ಗೆ 7-30ಕ್ಕೆ ರೋಣ-ಗದಗ ಬಸ್ ಹಾಗೂ ಸಂಜೆ ಮರಳಿ ಬಸ್ ಬಿಡಬೇಕು. ಇಲ್ಲದಿದ್ದರೆ ಪ್ರತಿಭಟನೆ ನಡೆಸಲಾಗುವುದು ಎಂದು ಎಚ್ಚರಿಸಿದರು. ಮನವಿ ಸ್ವೀಕರಿಸಿದ ಘಟಕ ವ್ಯವಸ್ಥಾಪಕರು ಶೀಘ್ರವೇ ಕ್ರಮ ಕೈಗೊಳ್ಳುವುದಾಗಿ ಭರವಸೆ ನೀಡಿದರು. ಗ್ರಾಮದ ಪ್ರಮುಖರು ಹಾಜರಿದ್ದರು. bbox=[446, 112, 692, 177]
health-headline: ಉತ್ತಮ ಆರೋಗ್ಯಕ್ಕೆ ದುಶ್ಚಟ ತ್ಯಜಿಸಿ bbox=[698, 318, 843, 333]
mid-row-divider bbox=[206, 726, 924, 727]
swamiji-photo bbox=[140, 200, 198, 278]
bottom-right-headline: ವಿವಿಧ ಬೇಡಿಕೆ ಈಡೇರಿಕೆಗೆ ಆಗ್ರಹಿಸಿ bbox=[698, 1142, 820, 1155]
temp-min bbox=[522, 42, 556, 75]
masthead bbox=[0, 0, 945, 88]
temp-max bbox=[482, 42, 516, 75]
spiritual-headline: ಸರ್ವರೂ ಆಧ್ಯಾತ್ಮಿಕ ನೆಲೆಗಟ್ಟಿನಲ್ಲಿ ಬದುಕಲಿ bbox=[506, 876, 654, 889]
health-box-text: ಟಿಬಿ ಈ ದೇಹಕ್ಕೆ ಯಾವುದೇ ಹಾನಿಯನ್ನುಂಟು ಮಾಡದೆ ಕ್ಯಾನ್ಸರ್ ಮತ್ತು ಟಿಬಿ ಕಾಯಿಲೆಗಳ ಲಕ್ಷಣಗಳು ಕಂಡುಬಂದರೆ ತಕ್ಷಣ ಪರೀಕ್ಷಿಸಿಕೊಳ್ಳಿ bbox=[811, 363, 921, 388]
bottom-right-text: ತಾಲೂಕು ಕಚೇರಿ ಎದುರು ರೈತ ಸಂಘದ ಕಾರ್ಯಕರ್ತರು ವಿವಿಧ ಬೇಡಿಕೆಗಳ ಈಡೇರಿಕೆಗೆ ಆಗ್ರಹಿಸಿ ಪ್ರತಿಭಟನೆ ನಡೆಸಿದರು. ರೈತರ ಸಾಲ ಮನ್ನಾ ಮಾಡಬೇಕು, ಬೆಳೆ ವಿಮೆ ಪರಿಹಾರ ನೀಡಬೇಕು, ಕೃಷಿ ಪಂಪ್‌ಸೆಟ್‌ಗಳಿಗೆ ನಿರಂತರ ವಿದ್ಯುತ್ ಪೂರೈಸಬೇಕು ಎಂದು ಒತ್ತಾಯಿಸಿದರು. ಸಂಘದ ಅಧ್ಯಕ್ಷರು ಮಾತನಾಡಿ, ಸರ್ಕಾರ ರೈತರ ಸಮಸ್ಯೆಗಳಿಗೆ ಸ್ಪಂದಿಸುತ್ತಿಲ್ಲ. ಬೇಡಿಕೆ ಈಡೇರದಿದ್ದರೆ ಉಗ್ರ ಹೋರಾಟ ನಡೆಸಲಾಗುವುದು ಎಂದು ಎಚ್ಚರಿಸಿದರು. ನಂತರ ತಹಶೀಲ್ದಾರರ ಮೂಲಕ ಮುಖ್ಯಮಂತ್ರಿಗಳಿಗೆ ಮನವಿ ಸಲ್ಲಿಸಿದರು. ಸಂಘದ ಪದಾಧಿಕಾರಿಗಳು, ರೈತರು ಪಾಲ್ಗೊಂಡಿದ್ದರು. ಪೊಲೀಸ್ ಬಂದೋಬಸ್ತ್ ಕಲ್ಪಿಸಲಾಗಿತ್ತು. bbox=[698, 1160, 924, 1209]
health-body-cont: ಪಟ್ಟಣದ ಸರ್ಕಾರಿ ಆಸ್ಪತ್ರೆಯ ಆವರಣದಲ್ಲಿ ಆರೋಗ್ಯ ಇಲಾಖೆ ವತಿಯಿಂದ ಹಮ್ಮಿಕೊಂಡಿದ್ದ ವಿಶ್ವ ಕ್ಯಾನ್ಸರ್ ದಿನಾಚರಣೆ ಅಂಗವಾಗಿ ಜಾಗೃತಿ ಕಾರ್ಯಕ್ರಮ ನಡೆಯಿತು. ಆಡಳಿತ ವೈದ್ಯಾಧಿಕಾರಿ ಡಾ. ಶ್ರೀಕಾಂತ ಕಾಟೇವಾಲೆ ಕಾರ್ಯಕ್ರಮ ಉದ್ಘಾಟಿಸಿ ಮಾತನಾಡಿ, ದುಶ್ಚಟಗಳಿಂದ ಕ್ಯಾನ್ಸರ್‌ನಂತಹ ಮಾರಕ ರೋಗಗಳು ಬರುತ್ತವೆ. ತಂಬಾಕು, ಗುಟ್ಕಾ, ಮದ್ಯಪಾನದಂತಹ ದುಶ್ಚಟಗಳನ್ನು ತ್ಯಜಿಸಿ ಆರೋಗ್ಯಕರ ಜೀವನ ನಡೆಸಬೇಕು. ಆರಂಭಿಕ ಹಂತದಲ್ಲಿ ರೋಗ ಪತ್ತೆ ಹಚ್ಚಿದರೆ ಚಿಕಿತ್ಸೆ ಸುಲಭ ಎಂದರು. ಡಾ. ಅಮಿತ್ ಅಲ್ಲಾಪುರ ಮಾತನಾಡಿ, ಸಮತೋಲಿತ ಆಹಾರ, ನಿಯಮಿತ ವ್ಯಾಯಾಮ ಅಗತ್ಯ ಎಂದರು. ಆಸ್ಪತ್ರೆಯ ಸಿಬ್ಬಂದಿ, ಆಶಾ ಕಾರ್ಯಕರ್ತೆಯರು, ಸಾರ್ವಜನಿಕರು ಪಾಲ್ಗೊಂಡಿದ್ದರು. ಎಸ್.ಎಚ್. ಕೋಳಿವಾಡ ಸ್ವಾಗತಿಸಿದರು. ಎಂ.ಎಚ್. ಪಾಟೀಲ ನಿರೂಪಿಸಿದರು. ಕೊನೆಯಲ್ಲಿ ವಂದನಾರ್ಪಣೆ ಮಾಡಿದರು. bbox=[806, 462, 924, 584]
ribbon-icon bbox=[811, 347, 825, 361]
crowd-photo bbox=[554, 642, 692, 718]
lamp-icon bbox=[704, 39, 724, 59]
spiritual-body: • ಶಿರಹಟ್ಟಿ: ಮಹಾಶಿವರಾತ್ರಿ ಪ್ರಯುಕ್ತ ಸ್ಥಳೀಯ ಪ್ರಜಾಪಿತ ಬ್ರಹ್ಮಕುಮಾರೀಸ್ ವಿಶ್ವವಿದ್ಯಾಲಯದ ವತಿಯಿಂದ ಹಮ್ಮಿಕೊಂಡಿದ್ದ ಶಿವಜಯಂತಿ ಕಾರ್ಯಕ್ರಮದಲ್ಲಿ ಶಿವಧ್ವಜಾರೋಹಣ ನೆರವೇರಿಸಲಾಯಿತು. ಈ ವೇಳೆ ಮಾತನಾಡಿದ ರಾಜಯೋಗಿನಿ ಬ್ರಹ್ಮಕುಮಾರಿ ಅವರು, ಇಂದಿನ ಒತ್ತಡದ ಜೀವನದಲ್ಲಿ ಮನುಷ್ಯ ನೆಮ್ಮದಿ ಕಳೆದುಕೊಂಡಿದ್ದಾನೆ. ಆಧ್ಯಾತ್ಮಿಕ ಚಿಂತನೆ, ರಾಜಯೋಗ ಧ್ಯಾನದಿಂದ ಮನಸ್ಸಿಗೆ ಶಾಂತಿ ದೊರೆಯುತ್ತದೆ. ಸರ್ವರೂ ಆಧ್ಯಾತ್ಮಿಕ ನೆಲೆಗಟ್ಟಿನಲ್ಲಿ ಬದುಕಬೇಕು ಎಂದರು. ಪರಮಾತ್ಮ ಶಿವನ ಅವತರಣದ ಮಹತ್ವ ಕುರಿತು ವಿವರಿಸಿದರು. ಪ್ರತಿಯೊಬ್ಬರೂ ದುರ್ಗುಣಗಳನ್ನು ತ್ಯಜಿಸಿ ಸದ್ಗುಣಗಳನ್ನು ಬೆಳೆಸಿಕೊಳ್ಳಬೇಕು. ಕಾರ್ಯಕ್ರಮದಲ್ಲಿ ಗಣ್ಯರು, ಸಾಧಕರು, ಭಕ್ತರು ಪಾಲ್ಗೊಂಡಿದ್ದರು. ಪ್ರಸಾದ ವಿತರಣೆ ನಡೆಯಿತು. bbox=[506, 1016, 708, 1073]
bottom-right-body: • ತಾಲೂಕು ಕಚೇರಿ ಎದುರು ರೈತ ಸಂಘದ ಕಾರ್ಯಕರ್ತರು ವಿವಿಧ ಬೇಡಿಕೆಗಳ ಈಡೇರಿಕೆಗೆ ಆಗ್ರಹಿಸಿ ಪ್ರತಿಭಟನೆ ನಡೆಸಿದರು. ರೈತರ ಸಾಲ ಮನ್ನಾ ಮಾಡಬೇಕು, ಬೆಳೆ ವಿಮೆ ಪರಿಹಾರ ನೀಡಬೇಕು, ಕೃಷಿ ಪಂಪ್‌ಸೆಟ್‌ಗಳಿಗೆ ನಿರಂತರ ವಿದ್ಯುತ್ ಪೂರೈಸಬೇಕು ಎಂದು ಒತ್ತಾಯಿಸಿದರು. ಸಂಘದ ಅಧ್ಯಕ್ಷರು ಮಾತನಾಡಿ, ಸರ್ಕಾರ ರೈತರ ಸಮಸ್ಯೆಗಳಿಗೆ ಸ್ಪಂದಿಸುತ್ತಿಲ್ಲ. ಬೇಡಿಕೆ ಈಡೇರದಿದ್ದರೆ ಉಗ್ರ ಹೋರಾಟ ನಡೆಸಲಾಗುವುದು ಎಂದು ಎಚ್ಚರಿಸಿದರು. ನಂತರ ತಹಶೀಲ್ದಾರರ ಮೂಲಕ ಮುಖ್ಯಮಂತ್ರಿಗಳಿಗೆ ಮನವಿ ಸಲ್ಲಿಸಿದರು. ಸಂಘದ ಪದಾಧಿಕಾರಿಗಳು, ರೈತರು ಪಾಲ್ಗೊಂಡಿದ್ದರು. ಪೊಲೀಸ್ ಬಂದೋಬಸ್ತ್ ಕಲ್ಪಿಸಲಾಗಿತ್ತು. bbox=[698, 1160, 924, 1209]
degree-sign-2: ° bbox=[551, 57, 556, 67]
health-banner: ವಿಶ್ವ ಕ್ಯಾನ್ಸರ್ ದಿನಾಚರಣೆ bbox=[729, 613, 895, 627]
kirusuddi-body-5: • ಗದಗ: ಜಿಲ್ಲಾಡಳಿತ, ಜಿಲ್ಲಾ ಪಂಚಾಯತ್ ಹಾಗೂ ಕನ್ನಡ ಮತ್ತು ಸಂಸ್ಕೃತಿ ಇಲಾಖೆ ಸಹಯೋಗದಲ್ಲಿ ಸಂತ ಕವಿ ಸರ್ವಜ್ಞರ ಜಯಂತಿ ಫೆ.20ರಂದು ಬೆಳಿಗ್ಗೆ 11ಕ್ಕೆ ಜಿಲ್ಲಾಡಳಿತ ಭವನದ ಆವರಣದಲ್ಲಿ ಆಚರಿಸಲಾಗುವುದು. ವಿಧಾನ ಪರಿಷತ್ ಸದಸ್ಯರು, ಜಿಲ್ಲಾ ಮಟ್ಟದ ಅಧಿಕಾರಿಗಳು, ಸಮಾಜದ ಮುಖಂಡರು ಪಾಲ್ಗೊಳ್ಳಲಿದ್ದು ಸಾರ್ವಜನಿಕರು ಭಾಗವಹಿಸಬೇಕು. bbox=[30, 918, 198, 958]
dateline-2: ನರಗುಂದ: bbox=[38, 396, 60, 403]
kirusuddi-text-2: ತಾಲೂಕಿನ ಶಿರೋಳ ಗ್ರಾಮದಲ್ಲಿ ಮಹಾಶಿವರಾತ್ರಿ ಅಂಗವಾಗಿ ಶ್ರೀ ತೋಂಟದಾರ್ಯ ಮಠದ ಸ್ವಾಮಿಯ ರಥೋತ್ಸವ ಫೆ.17 ರಂದು ಸಂಜೆ ಜರುಗಲಿದೆ. ಅಲ್ಲದೇ ಬೆಳಿಗ್ಗೆ ರುದ್ರಾಭಿಷೇಕ, ವಿಶೇಷ ಪೂಜೆ, ಮಹಾಪ್ರಸಾದ ವಿತರಣೆ ಸೇರಿದಂತೆ ವಿವಿಧ ಧಾರ್ಮಿಕ ಕಾರ್ಯಕ್ರಮಗಳು ನಡೆಯಲಿವೆ. ಭಕ್ತರು ಪಾಲ್ಗೊಂಡು ಯಶಸ್ವಿಗೊಳಿಸಬೇಕೆಂದು ಸಮಿತಿ ಪ್ರಕಟಣೆಯಲ್ಲಿ ತಿಳಿಸಿದೆ. bbox=[30, 396, 198, 436]
festive-body: ತ್ರಿಕೂಟೇಶ್ವರ ದೇವಸ್ಥಾನದಲ್ಲಿ, ಮಹಾಶಿವರಾತ್ರಿ ಸಂಭ್ರಮ ಮನೆಮಾಡಿತ್ತು. ನಸುಕಿನಿಂದಲೇ ಭಕ್ತರು ಸರದಿ ಸಾಲಿನಲ್ಲಿ ನಿಂತು ದರ್ಶನ ಪಡೆದರು. ಬೆಳಿಗ್ಗೆಯಿಂದ ಆರಂಭವಾದ ಪೂಜೆ ಪುನಸ್ಕಾರಗಳು ತಡರಾತ್ರಿವರೆಗೂ ನಡೆದವು. ಶಿವನಿಗೆ ರುದ್ರಾಭಿಷೇಕ, ಬಿಲ್ವಾರ್ಚನೆ ನೆರವೇರಿಸಲಾಯಿತು. ದೇವಸ್ಥಾನವನ್ನು ಹೂವುಗಳಿಂದ ಅಲಂಕರಿಸಲಾಗಿತ್ತು. ಬ್ರಹ್ಮ-ವಿಷ್ಣು-ಮಹೇಶ್ವರ ರೂಪದ ಲಿಂಗಗಳಿಗೆ ವಿಶೇಷ ಪೂಜೆ ಸಲ್ಲಿಸಲಾಯಿತು. ಸಾವಿರಾರು ಭಕ್ತರು ಮಹಾಮಂಗಳಾರತಿಯಲ್ಲಿ ಪಾಲ್ಗೊಂಡು ಧನ್ಯತೆ ಮೆರೆದರು. bbox=[554, 466, 692, 531]
fasting-box-sub: ಉಪವಾಸ ವ್ರತಾಚರಣೆಯೇ ಪ್ರಮುಖ bbox=[387, 593, 479, 602]
bottom-mid2-body: • ಗದಗ: ಪ್ರಯಾಗರಾಜ್ ಮಹಾಕುಂಭದಿಂದ ಆಗಮಿಸಿದ ರಥಯಾತ್ರೆಗೆ ನಗರದಲ್ಲಿ ಭವ್ಯ ಸ್ವಾಗತ ನೀಡಲಾಯಿತು. ನಗರದ ಪ್ರಮುಖ ಬೀದಿಗಳಲ್ಲಿ ಮೆರವಣಿಗೆ ನಡೆಸಲಾಯಿತು. ಭಕ್ತರು ರಥಕ್ಕೆ ಪೂಜೆ ಸಲ್ಲಿಸಿ ದರ್ಶನ ಪಡೆದರು. ಮೆರವಣಿಗೆಯಲ್ಲಿ ಸಾಧು-ಸಂತರು, ಮಠಾಧೀಶರು, ಗಣ್ಯರು ಪಾಲ್ಗೊಂಡಿದ್ದರು. ಡೊಳ್ಳು, ವಾದ್ಯ ಮೇಳಗಳು ಮೆರವಣಿಗೆಗೆ ಮೆರುಗು ನೀಡಿದವು. ಮಹಿಳೆಯರು ಕುಂಭ ಹೊತ್ತು ಪಾಲ್ಗೊಂಡರು. ನಂತರ ನಡೆದ ಧರ್ಮಸಭೆಯಲ್ಲಿ ಶ್ರೀಗಳು ಆಶೀರ್ವಚನ ನೀಡಿದರು. ಸಂಘಟಕರು ಹಾಗೂ ಕಾರ್ಯಕರ್ತರು ವ್ಯವಸ್ಥೆ ಕಲ್ಪಿಸಿದ್ದರು. bbox=[478, 1282, 692, 1322]
health-body: • ಲಕ್ಷ್ಮೇಶ್ವರ: ಪಟ್ಟಣದ ಸರ್ಕಾರಿ ಆಸ್ಪತ್ರೆಯ ಆವರಣದಲ್ಲಿ ಆರೋಗ್ಯ ಇಲಾಖೆ ವತಿಯಿಂದ ಹಮ್ಮಿಕೊಂಡಿದ್ದ ವಿಶ್ವ ಕ್ಯಾನ್ಸರ್ ದಿನಾಚರಣೆ ಅಂಗವಾಗಿ ಜಾಗೃತಿ ಕಾರ್ಯಕ್ರಮ ನಡೆಯಿತು. ಆಡಳಿತ ವೈದ್ಯಾಧಿಕಾರಿ ಡಾ. ಶ್ರೀಕಾಂತ ಕಾಟೇವಾಲೆ ಕಾರ್ಯಕ್ರಮ ಉದ್ಘಾಟಿಸಿ ಮಾತನಾಡಿ, ದುಶ್ಚಟಗಳಿಂದ ಕ್ಯಾನ್ಸರ್‌ನಂತಹ ಮಾರಕ ರೋಗಗಳು ಬರುತ್ತವೆ. ತಂಬಾಕು, ಗುಟ್ಕಾ, ಮದ್ಯಪಾನದಂತಹ ದುಶ್ಚಟಗಳನ್ನು ತ್ಯಜಿಸಿ ಆರೋಗ್ಯಕರ ಜೀವನ ನಡೆಸಬೇಕು. ಆರಂಭಿಕ ಹಂತದಲ್ಲಿ ರೋಗ ಪತ್ತೆ ಹಚ್ಚಿದರೆ ಚಿಕಿತ್ಸೆ ಸುಲಭ ಎಂದರು. ಡಾ. ಅಮಿತ್ ಅಲ್ಲಾಪುರ ಮಾತನಾಡಿ, ಸಮತೋಲಿತ ಆಹಾರ, ನಿಯಮಿತ ವ್ಯಾಯಾಮ ಅಗತ್ಯ ಎಂದರು. ಆಸ್ಪತ್ರೆಯ ಸಿಬ್ಬಂದಿ, ಆಶಾ ಕಾರ್ಯಕರ್ತೆಯರು, ಸಾರ್ವಜನಿಕರು ಪಾಲ್ಗೊಂಡಿದ್ದರು. ಎಸ್.ಎಚ್. ಕೋಳಿವಾಡ ಸ್ವಾಗತಿಸಿದರು. ಎಂ.ಎಚ್. ಪಾಟೀಲ ನಿರೂಪಿಸಿದರು. ಕೊನೆಯಲ್ಲಿ ವಂದನಾರ್ಪಣೆ ಮಾಡಿದರು. bbox=[698, 342, 802, 481]
festive-photo bbox=[554, 384, 692, 462]
kirusuddi-body-1: • ನರಗುಂದ: ಉಜ್ಜಯಿನಿ ಸದ್ಧರ್ಮ ಸಿಂಹಾಸನಾಧೀಶ್ವರ ಜಗದ್ಗುರು ಶ್ರೀ ಸಿದ್ಧಲಿಂಗ ರಾಜದೇಶಿಕೇಂದ್ರ ಶಿವಾಚಾರ್ಯ ಭಗವತ್ಪಾದಂಗಳವರು ಪಟ್ಟಣಕ್ಕೆ ಆಗಮಿಸಲಿದ್ದಾರೆ. ಪಟ್ಟಣದ ಗುಡ್ಡದ ಹಿರೇಮಠದ ಸಿದ್ದೇಶ್ವರ ಜಾತ್ರಾ ಮಹೋತ್ಸವದ ಪ್ರಯುಕ್ತ ಫೆ.16ರ ಸಂಜೆ ಪ್ರವಚನ ಆಶೀರ್ವಚನ ನೀಡಲಿದ್ದು ಧರ್ಮಸಭೆ ನಡೆಯಲಿದೆ. ಅಧ್ಯಕ್ಷತೆಯನ್ನು ಶ್ರೀಮಠದ ಸ್ವಾಮೀಜಿ ವಹಿಸಲಿದ್ದಾರೆ. ಸಾನ್ನಿಧ್ಯವನ್ನು ಸ್ಥಳೀಯ ಮಠಾಧೀಶರು ವಹಿಸುವರು. ಶಾಸಕ ಸಿ.ಸಿ.ಪಾಟೀಲ, ಮಾಜಿ ಶಾಸಕ ಬಿ.ಆರ್. ಯಾವಗಲ್ಲ ಸೇರಿದಂತೆ ಗಣ್ಯರು ಭಾಗವಹಿಸಲಿದ್ದಾರೆ. bbox=[30, 182, 136, 272]
bottom-mid1-dateline: ಲಕ್ಷ್ಮೇಶ್ವರ: bbox=[275, 1160, 297, 1167]
bottom-left-body: • ನರಗುಂದ: ಪಟ್ಟಣದಲ್ಲಿ ಮಹಾಶಿವರಾತ್ರಿ ಹಬ್ಬವನ್ನು ಭಕ್ತಿ ಭಾವದಿಂದ ಆಚರಿಸಲಾಯಿತು. ಪಟ್ಟಣದ ಶಿವನ ದೇವಸ್ಥಾನಗಳಲ್ಲಿ ವಿಶೇಷ ಪೂಜೆ, ರುದ್ರಾಭಿಷೇಕ, ಬಿಲ್ವಾರ್ಚನೆ ನೆರವೇರಿದವು. ಭಕ್ತರು ಬೆಳಿಗ್ಗೆಯಿಂದಲೇ ದೇವಸ್ಥಾನಗಳಿಗೆ ತೆರಳಿ ಶಿವನ ದರ್ಶನ ಪಡೆದರು. ರಾತ್ರಿ ಜಾಗರಣೆ ಅಂಗವಾಗಿ ಭಜನೆ, ಕೀರ್ತನೆ, ಶಿವನಾಮಸ್ಮರಣೆ ನಡೆಯಿತು. ಪಟ್ಟಣದ ವಿವಿಧ ಬಡಾವಣೆಗಳಲ್ಲಿ ಯುವಕರು ಶಿವಲಿಂಗ ಪ್ರತಿಷ್ಠಾಪಿಸಿ ಪೂಜೆ ಸಲ್ಲಿಸಿದರು. ಮಹಿಳೆಯರು ಉಪವಾಸ ವ್ರತ ಆಚರಿಸಿ ಸಂಜೆ ಪೂಜೆ ನೆರವೇರಿಸಿದರು. ಸಿದ್ಧೇಶ್ವರ ದೇವಸ್ಥಾನದಲ್ಲಿ ಅನ್ನಸಂತರ್ಪಣೆ ನಡೆಯಿತು. ಗ್ರಾಮೀಣ ಭಾಗಗಳಲ್ಲೂ ಶಿವರಾತ್ರಿ ಸಂಭ್ರಮ ಮನೆ ಮಾಡಿತ್ತು. ಭಕ್ತರು ಪರಸ್ಪರ ಶುಭಾಶಯ ಕೋರಿದರು. bbox=[30, 1282, 260, 1331]
health-text: ಪಟ್ಟಣದ ಸರ್ಕಾರಿ ಆಸ್ಪತ್ರೆಯ ಆವರಣದಲ್ಲಿ ಆರೋಗ್ಯ ಇಲಾಖೆ ವತಿಯಿಂದ ಹಮ್ಮಿಕೊಂಡಿದ್ದ ವಿಶ್ವ ಕ್ಯಾನ್ಸರ್ ದಿನಾಚರಣೆ ಅಂಗವಾಗಿ ಜಾಗೃತಿ ಕಾರ್ಯಕ್ರಮ ನಡೆಯಿತು. ಆಡಳಿತ ವೈದ್ಯಾಧಿಕಾರಿ ಡಾ. ಶ್ರೀಕಾಂತ ಕಾಟೇವಾಲೆ ಕಾರ್ಯಕ್ರಮ ಉದ್ಘಾಟಿಸಿ ಮಾತನಾಡಿ, ದುಶ್ಚಟಗಳಿಂದ ಕ್ಯಾನ್ಸರ್‌ನಂತಹ ಮಾರಕ ರೋಗಗಳು ಬರುತ್ತವೆ. ತಂಬಾಕು, ಗುಟ್ಕಾ, ಮದ್ಯಪಾನದಂತಹ ದುಶ್ಚಟಗಳನ್ನು ತ್ಯಜಿಸಿ ಆರೋಗ್ಯಕರ ಜೀವನ ನಡೆಸಬೇಕು. ಆರಂಭಿಕ ಹಂತದಲ್ಲಿ ರೋಗ ಪತ್ತೆ ಹಚ್ಚಿದರೆ ಚಿಕಿತ್ಸೆ ಸುಲಭ ಎಂದರು. ಡಾ. ಅಮಿತ್ ಅಲ್ಲಾಪುರ ಮಾತನಾಡಿ, ಸಮತೋಲಿತ ಆಹಾರ, ನಿಯಮಿತ ವ್ಯಾಯಾಮ ಅಗತ್ಯ ಎಂದರು. ಆಸ್ಪತ್ರೆಯ ಸಿಬ್ಬಂದಿ, ಆಶಾ ಕಾರ್ಯಕರ್ತೆಯರು, ಸಾರ್ವಜನಿಕರು ಪಾಲ್ಗೊಂಡಿದ್ದರು. ಎಸ್.ಎಚ್. ಕೋಳಿವಾಡ ಸ್ವಾಗತಿಸಿದರು. ಎಂ.ಎಚ್. ಪಾಟೀಲ ನಿರೂಪಿಸಿದರು. ಕೊನೆಯಲ್ಲಿ ವಂದನಾರ್ಪಣೆ ಮಾಡಿದರು. bbox=[698, 342, 802, 481]
shivaradhane-headline: ಶಿವಾರಾಧನೆಯಲ್ಲಿ ಮಿಂದೆದ್ದ ಜನ bbox=[296, 318, 604, 353]
paper-name: ಹೊಸ ದಿಗಂತ bbox=[730, 37, 814, 59]
special-tag-label: ವಿಶೇಷ ಪೂಜೆ bbox=[363, 367, 403, 377]
kirusuddi-headline-4: ಶಿವಾಜಿ ಮಹಾರಾಜರ ಜಯಂತಿ bbox=[55, 618, 173, 632]
temple-right-photo bbox=[760, 736, 920, 864]
bottom-left-dateline: ನರಗುಂದ: bbox=[38, 1282, 61, 1289]
section-title: ಗದಗ bbox=[318, 38, 380, 78]
fasting-box-title: ಮಹಾ ಶಿವರಾತ್ರಿಯಂದರೆ bbox=[383, 577, 549, 591]
shivaradhane-body: • ಗದಗ: ಉಪವಾಸ ಪ್ರಸಾದದ, ಜಾಗರಣ ಹಾಗೂ ಶಿವನಾಮ ಸ್ಮರಣೆ ವಿಶೇಷವಾಗಿ ಆಚರಿಸಲಾಗುವ ಮಹಾ ಶಿವರಾತ್ರಿ ಹಬ್ಬವನ್ನು ನಗರದಲ್ಲಿ ಸಡಗರ ಸಂಭ್ರಮದಿಂದ ಆಚರಿಸಲಾಯಿತು. ಬೆಳ್ಳಿಗ್ಗೆಯಿಂದಲೇ ಶಿವನ ದೇವಾಲಯಗಳಲ್ಲಿ ರುದ್ರಾಭಿಷೇಕ, ಬಿಲ್ವಾರ್ಚನೆ, ಕುಂಕುಮಾರ್ಚನೆ, ವಿಶೇಷ ಪೂಜೆ, ಮಂಗಳಾರತಿ ಹಾಗೂ ಸಾಮೂಹಿಕ ಭಜನೆ ನಡೆದವು. ಭಕ್ತರು ಬೆಳಿಗ್ಗೆ ದೇವಾಲಯಗಳಿಗೆ ತೆರಳಿ ಶಿವನ ದರ್ಶನ ಪಡೆದು ಹಣ್ಣು ಹಂಪಲು, ಬಿಲ್ವಪತ್ರೆ ಸಮರ್ಪಿಸಿ ಪ್ರಾರ್ಥನೆ ಸಲ್ಲಿಸಿದರು. ನಗರದ ಪ್ರಮುಖ ದೇವಸ್ಥಾನಗಳಲ್ಲಿ ಭಕ್ತರ ದಂಡೇ ನೆರೆದಿತ್ತು. ರಾತ್ರಿ ಜಾಗರಣೆ ಅಂಗವಾಗಿ ಭಜನೆ, ಸಂಗೀತ ಹಾಗೂ ಸಾಂಸ್ಕೃತಿಕ ಕಾರ್ಯಕ್ರಮಗಳು ಜರುಗಿದವು. ಕೆಲವೆಡೆ ಅನ್ನಪ್ರಸಾದ ವ್ಯವಸ್ಥೆ ಕಲ್ಪಿಸಲಾಗಿತ್ತು. ಮಹಿಳೆಯರು, ಮಕ್ಕಳು ಸೇರಿದಂತೆ ಎಲ್ಲ ವಯೋಮಾನದವರು ಭಕ್ತಿಭಾವದಿಂದ ಪಾಲ್ಗೊಂಡಿದ್ದರು. bbox=[208, 560, 378, 641]
kirusuddi-label: ಕಿರುಸುದ್ದಿ bbox=[72, 100, 116, 118]
registration-dots-mid2 bbox=[592, 1444, 652, 1452]
temp-max-label: ಗರಿಷ್ಠ bbox=[492, 42, 506, 51]
kirusuddi-headline-2: ರಥೋತ್ಸವ ನಾಳೆ bbox=[82, 378, 146, 392]
bottom-left-text: ಪಟ್ಟಣದಲ್ಲಿ ಮಹಾಶಿವರಾತ್ರಿ ಹಬ್ಬವನ್ನು ಭಕ್ತಿ ಭಾವದಿಂದ ಆಚರಿಸಲಾಯಿತು. ಪಟ್ಟಣದ ಶಿವನ ದೇವಸ್ಥಾನಗಳಲ್ಲಿ ವಿಶೇಷ ಪೂಜೆ, ರುದ್ರಾಭಿಷೇಕ, ಬಿಲ್ವಾರ್ಚನೆ ನೆರವೇರಿದವು. ಭಕ್ತರು ಬೆಳಿಗ್ಗೆಯಿಂದಲೇ ದೇವಸ್ಥಾನಗಳಿಗೆ ತೆರಳಿ ಶಿವನ ದರ್ಶನ ಪಡೆದರು. ರಾತ್ರಿ ಜಾಗರಣೆ ಅಂಗವಾಗಿ ಭಜನೆ, ಕೀರ್ತನೆ, ಶಿವನಾಮಸ್ಮರಣೆ ನಡೆಯಿತು. ಪಟ್ಟಣದ ವಿವಿಧ ಬಡಾವಣೆಗಳಲ್ಲಿ ಯುವಕರು ಶಿವಲಿಂಗ ಪ್ರತಿಷ್ಠಾಪಿಸಿ ಪೂಜೆ ಸಲ್ಲಿಸಿದರು. ಮಹಿಳೆಯರು ಉಪವಾಸ ವ್ರತ ಆಚರಿಸಿ ಸಂಜೆ ಪೂಜೆ ನೆರವೇರಿಸಿದರು. ಸಿದ್ಧೇಶ್ವರ ದೇವಸ್ಥಾನದಲ್ಲಿ ಅನ್ನಸಂತರ್ಪಣೆ ನಡೆಯಿತು. ಗ್ರಾಮೀಣ ಭಾಗಗಳಲ್ಲೂ ಶಿವರಾತ್ರಿ ಸಂಭ್ರಮ ಮನೆ ಮಾಡಿತ್ತು. ಭಕ್ತರು ಪರಸ್ಪರ ಶುಭಾಶಯ ಕೋರಿದರು. bbox=[30, 1282, 260, 1331]
bottom-mid1-photo-b bbox=[322, 1360, 472, 1430]
temple-left-text: ನಗರದ ಪುರಾತನ ಸೋಮೇಶ್ವರ ದೇವಸ್ಥಾನದಲ್ಲಿ ಶಿವರಾತ್ರಿ ಹಬ್ಬದ ಪ್ರಯುಕ್ತ ಶಿವಲಿಂಗಕ್ಕೆ ವಿಭೂತಿ, ರುದ್ರಾಕ್ಷಿ ಹಾಗೂ ದಾಳಿಂಬೆಯಿಂದ ಅಲಂಕರಿಸಿ ಪೂಜೆ ಸಲ್ಲಿಸಲಾಯಿತು. bbox=[510, 736, 560, 816]
temple-left-caption: • ಲಕ್ಷ್ಮೇಶ್ವರ: ನಗರದ ಪುರಾತನ ಸೋಮೇಶ್ವರ ದೇವಸ್ಥಾನದಲ್ಲಿ ಶಿವರಾತ್ರಿ ಹಬ್ಬದ ಪ್ರಯುಕ್ತ ಶಿವಲಿಂಗಕ್ಕೆ ವಿಭೂತಿ, ರುದ್ರಾಕ್ಷಿ ಹಾಗೂ ದಾಳಿಂಬೆಯಿಂದ ಅಲಂಕರಿಸಿ ಪೂಜೆ ಸಲ್ಲಿಸಲಾಯಿತು. bbox=[510, 736, 560, 816]
kirusuddi-headline-1: ಉಜ್ಜಯಿನಿ ಶ್ರೀ ಇಂದು ನರಗುಂದಕ್ಕೆ bbox=[56, 130, 198, 145]
temple-right-text: ಮಹಾಶಿವರಾತ್ರಿ ನಿಮಿತ್ತ ತಾಲೂಕಿನ ಪೇಠಾಲೂರು ಮತ್ತು ಹೆಬ್ಬಾಳದ ಶಿವನ ದೇವಸ್ಥಾನಗಳಿಗೆ ಭಕ್ತರು ಶಿವನ ದರ್ಶನ ಪಡೆದು ಪೂಜೆ ಸಲ್ಲಿಸಿದರು. ಶ್ರೀ ಜ.ಅ.ಸಂಸ್ಥಾನಮಠದಲ್ಲಿ ಶಿವನ ದೇವಸ್ಥಾನ ಮತ್ತು ಮಹಾಂತಶಿವಯೋಗಿಗಳು ಭಕ್ತರ ಸಮ್ಮುಖದಲ್ಲಿ ನಿರಂಜನ ಪೂಜೆ ಸಲ್ಲಿಸಿದರು. bbox=[664, 736, 753, 798]
dateline-1: ನರಗುಂದ: bbox=[36, 182, 58, 189]
shivalinga-photo bbox=[208, 362, 356, 558]
